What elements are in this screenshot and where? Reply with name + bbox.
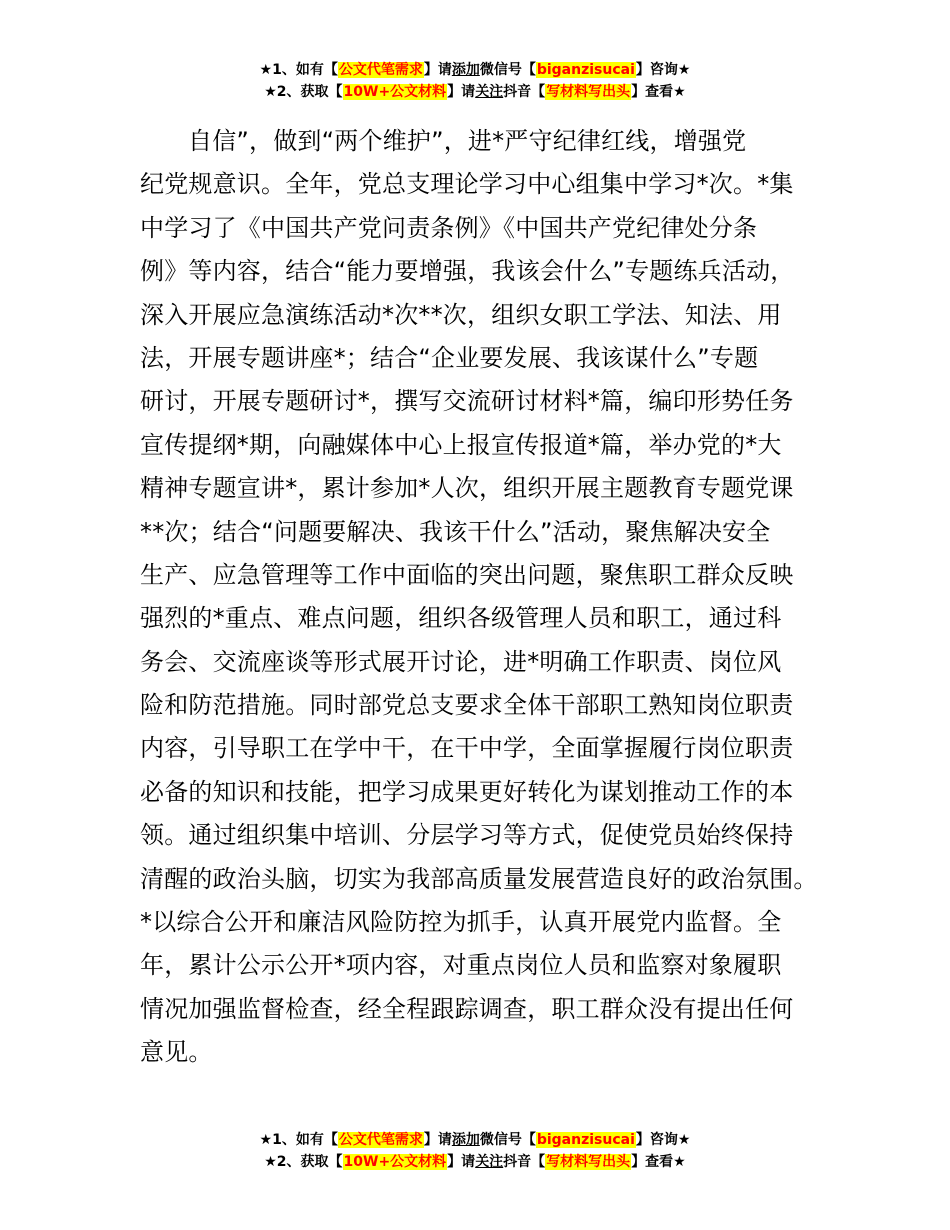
header-text: 】请 [423, 62, 452, 78]
header-text: 】咨询★ [635, 62, 691, 78]
footer-line-2 [0, 1151, 950, 1173]
body-line: 必备的知识和技能，把学习成果更好转化为谋划推动工作的本 [140, 777, 794, 806]
footer-text-underlined: 关注 [475, 1154, 504, 1170]
footer-text: 】查看★ [631, 1154, 686, 1170]
body-line: 强烈的*重点、难点问题，组织各级管理人员和职工，通过科 [140, 604, 782, 633]
body-line: 例》等内容，结合“能力要增强，我该会什么”专题练兵活动， [140, 257, 795, 286]
body-line: 纪党规意识。全年，党总支理论学习中心组集中学习*次。*集 [140, 170, 794, 199]
highlight-materials: 10W+公文材料 [343, 1154, 447, 1170]
header-text: ★2、获取【 [264, 84, 343, 100]
body-line: 清醒的政治头脑，切实为我部高质量发展营造良好的政治氛围。 [140, 864, 818, 893]
body-line: 深入开展应急演练活动*次**次，组织女职工学法、知法、用 [140, 300, 782, 329]
highlight-ghostwriting: 公文代笔需求 [338, 62, 423, 78]
highlight-ghostwriting: 公文代笔需求 [338, 1132, 423, 1148]
header-text: ★1、如有【 [259, 62, 338, 78]
body-line: *以综合公开和廉洁风险防控为抓手，认真开展党内监督。全 [140, 908, 782, 937]
header-text-underlined: 添加 [451, 62, 480, 78]
footer-banner [0, 1129, 950, 1173]
header-line-2 [0, 81, 950, 103]
body-line: 务会、交流座谈等形式展开讨论，进*明确工作职责、岗位风 [140, 647, 782, 676]
header-text-underlined: 关注 [475, 84, 504, 100]
body-line: 精神专题宣讲*，累计参加*人次，组织开展主题教育专题党课 [140, 474, 794, 503]
footer-line-1 [0, 1129, 950, 1151]
highlight-materials: 10W+公文材料 [343, 84, 447, 100]
body-line: 宣传提纲*期，向融媒体中心上报宣传报道*篇，举办党的*大 [140, 430, 782, 459]
body-line: 研讨，开展专题研讨*，撰写交流研讨材料*篇，编印形势任务 [140, 387, 794, 416]
body-line: 法，开展专题讲座*；结合“企业要发展、我该谋什么”专题 [140, 343, 759, 372]
highlight-douyin-account: 写材料写出头 [546, 1154, 631, 1170]
header-banner [0, 59, 950, 103]
footer-text: 】请 [423, 1132, 452, 1148]
footer-text: ★2、获取【 [264, 1154, 343, 1170]
footer-text: 微信号【 [479, 1132, 536, 1148]
body-line: 意见。 [140, 1038, 213, 1067]
document-body [140, 120, 840, 1075]
header-text: 】查看★ [631, 84, 686, 100]
footer-text: 】咨询★ [635, 1132, 691, 1148]
highlight-wechat-id: biganzisucai [536, 62, 635, 78]
body-line: 领。通过组织集中培训、分层学习等方式，促使党员始终保持 [140, 821, 794, 850]
header-text: 】请 [447, 84, 476, 100]
body-line: 险和防范措施。同时部党总支要求全体干部职工熟知岗位职责 [140, 691, 794, 720]
header-line-1 [0, 59, 950, 81]
body-line: 中学习了《中国共产党问责条例》《中国共产党纪律处分条 [140, 213, 758, 242]
body-line: 情况加强监督检查，经全程跟踪调查，职工群众没有提出任何 [140, 994, 794, 1023]
footer-text: 】请 [447, 1154, 476, 1170]
header-text: 抖音【 [503, 84, 546, 100]
body-line: 内容，引导职工在学中干，在干中学，全面掌握履行岗位职责 [140, 734, 794, 763]
body-line: 自信”，做到“两个维护”，进*严守纪律红线，增强党 [188, 127, 747, 155]
footer-text: ★1、如有【 [259, 1132, 338, 1148]
footer-text-underlined: 添加 [451, 1132, 480, 1148]
highlight-douyin-account: 写材料写出头 [546, 84, 631, 100]
body-line: 年，累计公示公开*项内容，对重点岗位人员和监察对象履职 [140, 951, 782, 980]
body-line: **次；结合“问题要解决、我该干什么”活动，聚焦解决安全 [140, 517, 771, 546]
footer-text: 抖音【 [503, 1154, 546, 1170]
highlight-wechat-id: biganzisucai [536, 1132, 635, 1148]
header-text: 微信号【 [479, 62, 536, 78]
body-line: 生产、应急管理等工作中面临的突出问题，聚焦职工群众反映 [140, 560, 794, 589]
